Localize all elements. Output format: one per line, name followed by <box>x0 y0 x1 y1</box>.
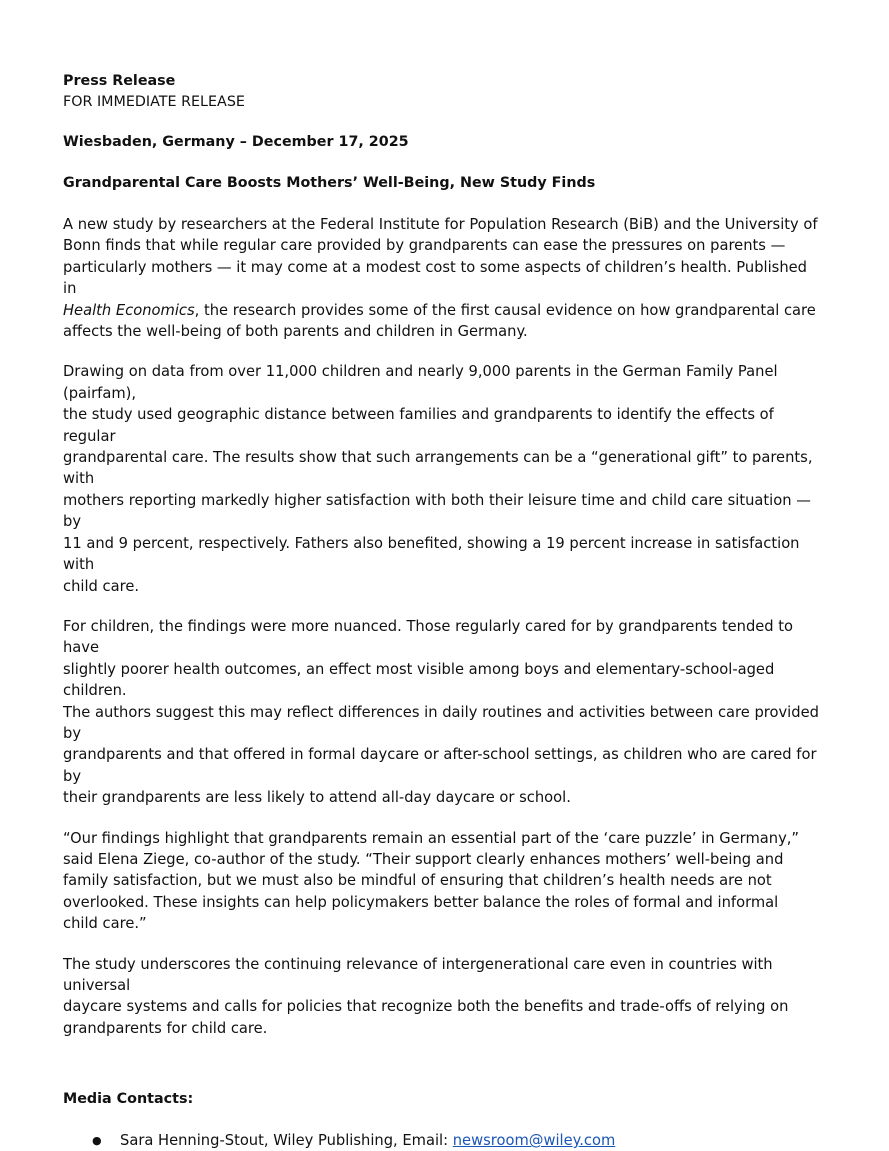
paragraph-line: grandparental care. The results show that such arrangements can be a “generational gift” to parents, with <box>63 449 813 488</box>
paragraph-line: 11 and 9 percent, respectively. Fathers also benefited, showing a 19 percent increase in satisfaction with <box>63 534 800 574</box>
bullet-icon: ● <box>92 1134 102 1148</box>
paragraph-methods <box>63 361 823 596</box>
paragraph-line: affects the well-being of both parents and children in Germany. <box>63 323 528 341</box>
paragraph-intro <box>63 214 823 342</box>
contact-text: Sara Henning-Stout, Wiley Publishing, Email: <box>120 1132 453 1150</box>
paragraph-line: particularly mothers — it may come at a modest cost to some aspects of children’s health. Published in <box>63 258 807 298</box>
paragraph-children <box>63 616 823 809</box>
paragraph-line: said Elena Ziege, co-author of the study. “Their support clearly enhances mothers’ well-being and <box>63 850 784 868</box>
headline: Grandparental Care Boosts Mothers’ Well-Being, New Study Finds <box>63 175 596 191</box>
dateline: Wiesbaden, Germany – December 17, 2025 <box>63 134 409 150</box>
release-status: FOR IMMEDIATE RELEASE <box>63 94 245 110</box>
paragraph-line: The study underscores the continuing relevance of intergenerational care even in countries with universal <box>63 955 773 994</box>
contact-email-link[interactable]: newsroom@wiley.com <box>452 1132 616 1150</box>
paragraph-line: A new study by researchers at the Federal Institute for Population Research (BiB) and the University of <box>63 216 818 233</box>
press-release-page <box>63 71 823 1151</box>
paragraph-line: The authors suggest this may reflect differences in daily routines and activities between care provided by <box>63 703 819 742</box>
paragraph-line: family satisfaction, but we must also be mindful of ensuring that children’s health needs are not <box>63 872 772 890</box>
paragraph-line: “Our findings highlight that grandparents remain an essential part of the ‘care puzzle’ in Germany,” <box>63 829 800 847</box>
paragraph-line: For children, the findings were more nuanced. Those regularly cared for by grandparents tended to have <box>63 617 794 657</box>
paragraph-line: the study used geographic distance between families and grandparents to identify the effects of regular <box>63 406 774 445</box>
paragraph-line: child care. <box>63 577 140 595</box>
paragraph-conclusion <box>63 954 823 1040</box>
paragraph-line: grandparents for child care. <box>63 1019 268 1037</box>
contact-item <box>63 1130 823 1151</box>
paragraph-line: slightly poorer health outcomes, an effect most visible among boys and elementary-school-aged children. <box>63 660 775 700</box>
paragraph-line: daycare systems and calls for policies that recognize both the benefits and trade-offs of relying on <box>63 998 789 1016</box>
paragraph-line: mothers reporting markedly higher satisfaction with both their leisure time and child care situation — by <box>63 491 811 531</box>
press-release-label: Press Release <box>63 73 176 89</box>
paragraph-fragment: , the research provides some of the first causal evidence on how grandparental care <box>194 301 816 319</box>
paragraph-line: their grandparents are less likely to attend all-day daycare or school. <box>63 789 571 807</box>
paragraph-line: child care.” <box>63 915 147 933</box>
paragraph-line: grandparents and that offered in formal daycare or after-school settings, as children who are cared for by <box>63 746 817 785</box>
paragraph-line <box>63 300 823 321</box>
media-contacts-list <box>63 1130 823 1151</box>
paragraph-line: overlooked. These insights can help policymakers better balance the roles of formal and informal <box>63 893 779 911</box>
media-contacts-heading: Media Contacts: <box>63 1091 194 1108</box>
paragraph-line: Drawing on data from over 11,000 children and nearly 9,000 parents in the German Family Panel (pairfam), <box>63 363 778 402</box>
paragraph-line: Bonn finds that while regular care provided by grandparents can ease the pressures on parents — <box>63 237 786 255</box>
journal-name: Health Economics <box>63 301 195 319</box>
paragraph-quote <box>63 828 823 935</box>
